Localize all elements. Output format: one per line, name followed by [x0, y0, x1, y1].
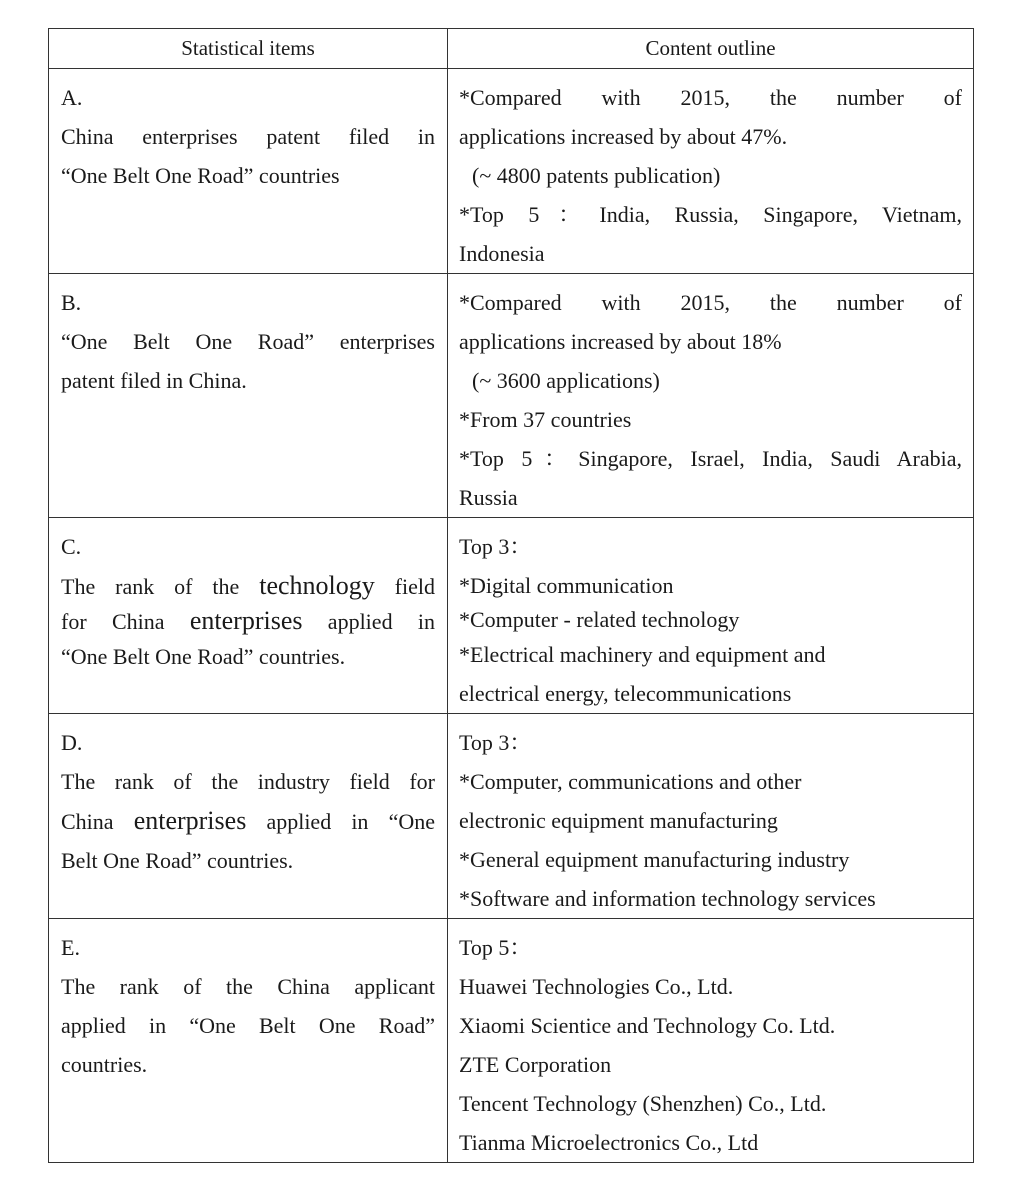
content-line: *Digital communication [459, 573, 674, 598]
content-outline-cell [448, 69, 974, 274]
content-line: Tencent Technology (Shenzhen) Co., Ltd. [459, 1091, 827, 1116]
statistical-item-cell [49, 919, 448, 1163]
item-letter: A. [61, 85, 83, 110]
content-line: (~ 4800 patents publication) [472, 163, 721, 188]
content-line: (~ 3600 applications) [472, 368, 660, 393]
content-line: *From 37 countries [459, 407, 632, 432]
item-text-line: for China enterprises applied in [61, 606, 435, 635]
item-text-line: “One Belt One Road” countries. [61, 644, 346, 669]
content-line: *Compared with 2015, the number of [459, 85, 962, 110]
item-letter: D. [61, 730, 83, 755]
item-letter: E. [61, 935, 80, 960]
statistical-item-cell [49, 69, 448, 274]
item-letter: C. [61, 534, 82, 559]
content-line: Tianma Microelectronics Co., Ltd [459, 1130, 759, 1155]
content-line: applications increased by about 47%. [459, 124, 788, 149]
content-line: electronic equipment manufacturing [459, 808, 778, 833]
table-row [49, 274, 974, 518]
content-outline-cell [448, 274, 974, 518]
item-text-line: China enterprises patent filed in [61, 124, 435, 149]
item-text-line: countries. [61, 1052, 148, 1077]
content-line: Xiaomi Scientice and Technology Co. Ltd. [459, 1013, 836, 1038]
header-statistical-items: Statistical items [49, 29, 448, 69]
content-line: applications increased by about 18% [459, 329, 782, 354]
header-row [49, 29, 974, 69]
item-text-line: Belt One Road” countries. [61, 848, 294, 873]
content-line: *Computer - related technology [459, 607, 740, 632]
content-line: *Software and information technology services [459, 886, 876, 911]
content-outline-cell [448, 518, 974, 714]
content-line: *Top 5：India, Russia, Singapore, Vietnam, [459, 202, 962, 227]
header-content-outline: Content outline [448, 29, 974, 69]
content-line: *Computer, communications and other [459, 769, 802, 794]
content-line: Top 5： [459, 935, 532, 960]
item-text-line: “One Belt One Road” enterprises [61, 329, 435, 354]
content-outline-cell [448, 919, 974, 1163]
statistical-item-cell [49, 518, 448, 714]
item-text-line: patent filed in China. [61, 368, 247, 393]
item-text-line: The rank of the technology field [61, 571, 435, 600]
statistical-item-cell [49, 274, 448, 518]
statistics-table [48, 28, 974, 1163]
content-line: Russia [459, 485, 518, 510]
content-line: Indonesia [459, 241, 545, 266]
content-line: ZTE Corporation [459, 1052, 612, 1077]
content-line: Top 3： [459, 730, 532, 755]
content-line: Huawei Technologies Co., Ltd. [459, 974, 734, 999]
item-letter: B. [61, 290, 82, 315]
item-text-line: “One Belt One Road” countries [61, 163, 340, 188]
item-text-line: The rank of the industry field for [61, 769, 435, 794]
item-text-line: The rank of the China applicant [61, 974, 435, 999]
content-line: electrical energy, telecommunications [459, 681, 792, 706]
content-line: *Electrical machinery and equipment and [459, 642, 826, 667]
table-row [49, 919, 974, 1163]
item-text-line: applied in “One Belt One Road” [61, 1013, 435, 1038]
item-text-line: China enterprises applied in “One [61, 806, 435, 835]
statistical-item-cell [49, 714, 448, 919]
table-row [49, 69, 974, 274]
table-row [49, 518, 974, 714]
content-line: *Top 5：Singapore, Israel, India, Saudi Arabia, [459, 446, 962, 471]
table-row [49, 714, 974, 919]
content-line: *General equipment manufacturing industry [459, 847, 850, 872]
content-line: Top 3： [459, 534, 532, 559]
content-line: *Compared with 2015, the number of [459, 290, 962, 315]
content-outline-cell [448, 714, 974, 919]
